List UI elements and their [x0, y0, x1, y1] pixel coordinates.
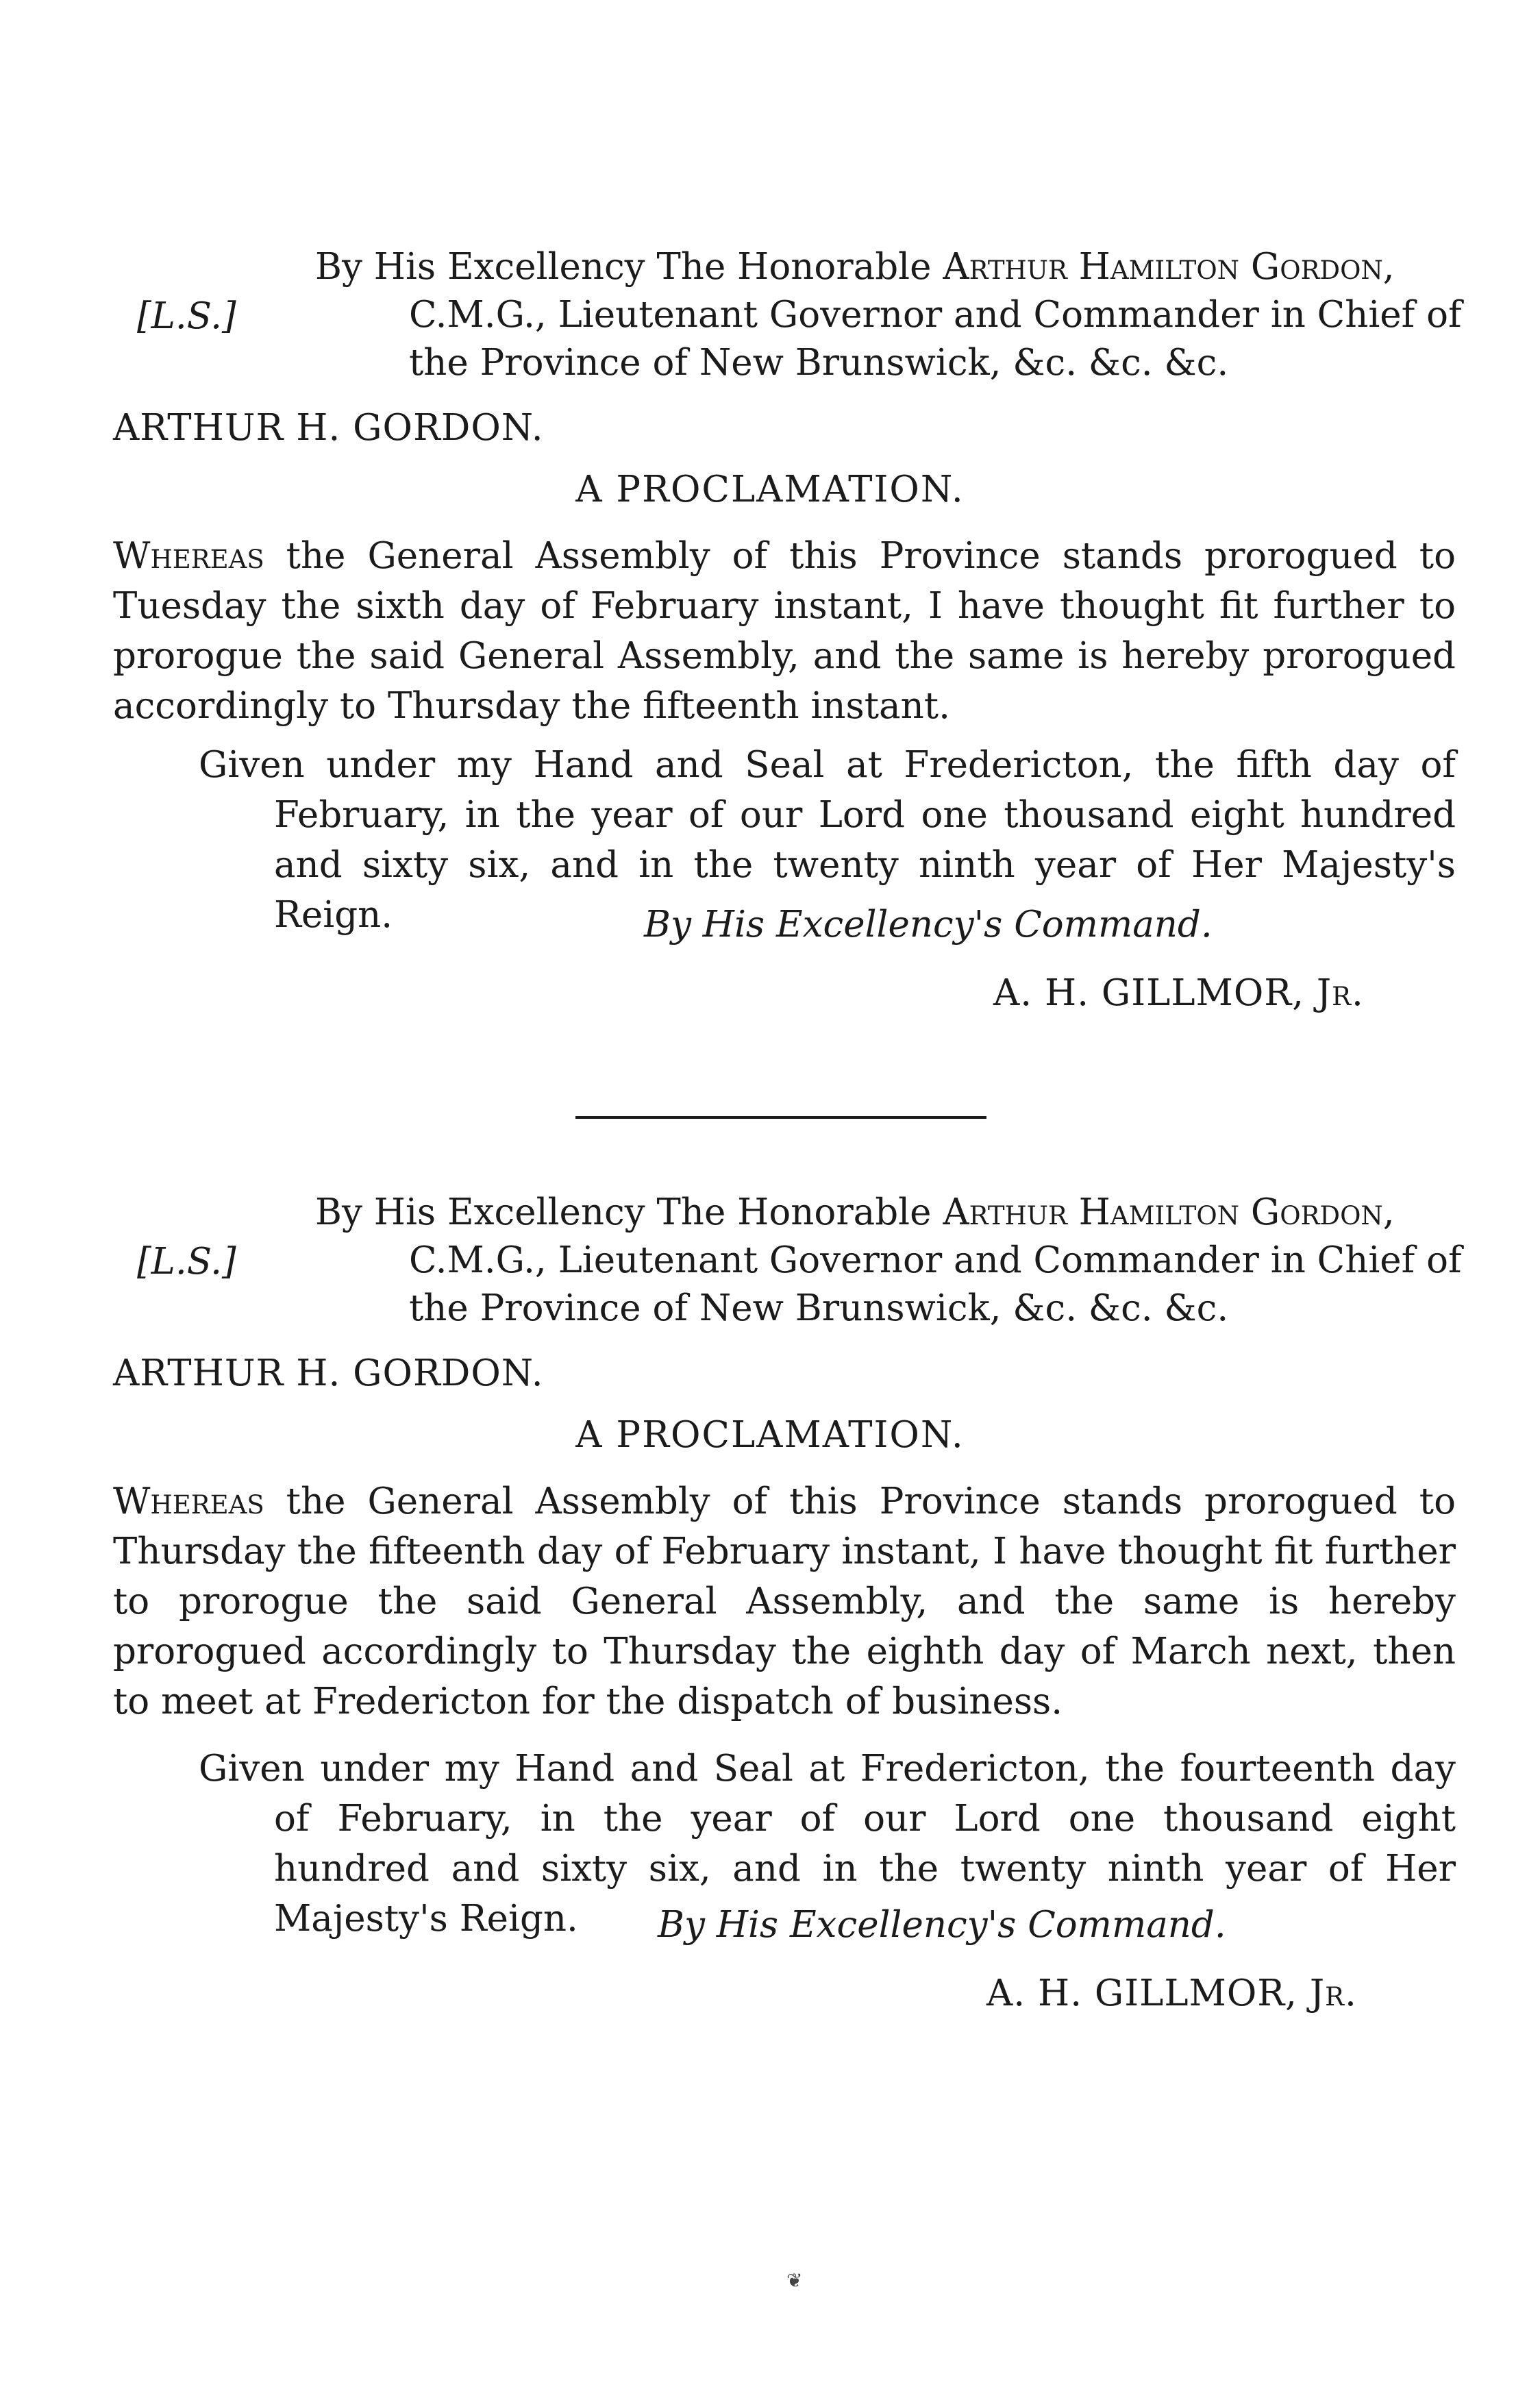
secretary-signature	[993, 973, 1364, 1014]
header-prefix: By His Excellency The Honorable	[315, 1191, 943, 1233]
secretary-suffix: Jr.	[1316, 972, 1364, 1014]
body-text: the General Assembly of this Province stands prorogued to Tuesday the sixth day of February instant, I have thought fit further to prorogue the said General Assembly, and the same is hereby prorogued accordingly to Thursday the fifteenth instant.	[113, 535, 1456, 727]
header-line-3: the Province of New Brunswick, &c. &c. &c.	[409, 1287, 1229, 1329]
header-line-2: C.M.G., Lieutenant Governor and Commander in Chief of	[409, 1239, 1462, 1281]
body-lead: Whereas	[113, 535, 264, 577]
given-text: Given under my Hand and Seal at Fredericton, the fourteenth day of February, in the year of our Lord one thousand eight hundred and sixty six, and in the twenty ninth year of Her Majesty's Reign.	[199, 1748, 1456, 1940]
header-line-1	[315, 1192, 1395, 1233]
proclamation-body	[113, 531, 1456, 731]
proclamation-title: A PROCLAMATION.	[575, 469, 965, 510]
governor-name: Arthur Hamilton Gordon,	[943, 246, 1395, 288]
header-prefix: By His Excellency The Honorable	[315, 246, 943, 288]
proclamation-title: A PROCLAMATION.	[575, 1414, 965, 1456]
command-line: By His Excellency's Command.	[658, 1904, 1226, 1946]
header-line-1	[315, 247, 1395, 288]
secretary-suffix: Jr.	[1309, 1972, 1357, 2014]
body-text: the General Assembly of this Province stands prorogued to Thursday the fifteenth day of February instant, I have thought fit further to prorogue the said General Assembly, and the same is hereby prorogued accordingly to Thursday the eighth day of March next, then to meet at Fredericton for the dispatch of business.	[113, 1481, 1456, 1722]
command-line: By His Excellency's Command.	[644, 904, 1213, 945]
ornament-icon: ❦	[786, 2269, 803, 2292]
header-line-3: the Province of New Brunswick, &c. &c. &c.	[409, 342, 1229, 384]
header-line-2: C.M.G., Lieutenant Governor and Commander in Chief of	[409, 294, 1462, 336]
seal-mark: [L.S.]	[137, 295, 236, 337]
seal-mark: [L.S.]	[137, 1241, 236, 1283]
secretary-signature	[986, 1973, 1357, 2014]
governor-signature: ARTHUR H. GORDON.	[113, 1352, 544, 1394]
section-divider	[575, 1116, 986, 1119]
secretary-name: A. H. GILLMOR,	[986, 1972, 1310, 2014]
governor-signature: ARTHUR H. GORDON.	[113, 407, 544, 449]
body-lead: Whereas	[113, 1481, 264, 1522]
given-text: Given under my Hand and Seal at Fredericton, the fifth day of February, in the year of our Lord one thousand eight hundred and sixty six, and in the twenty ninth year of Her Majesty's Reign.	[199, 744, 1456, 936]
proclamation-body	[113, 1476, 1456, 1727]
governor-name: Arthur Hamilton Gordon,	[943, 1191, 1395, 1233]
secretary-name: A. H. GILLMOR,	[993, 972, 1317, 1014]
